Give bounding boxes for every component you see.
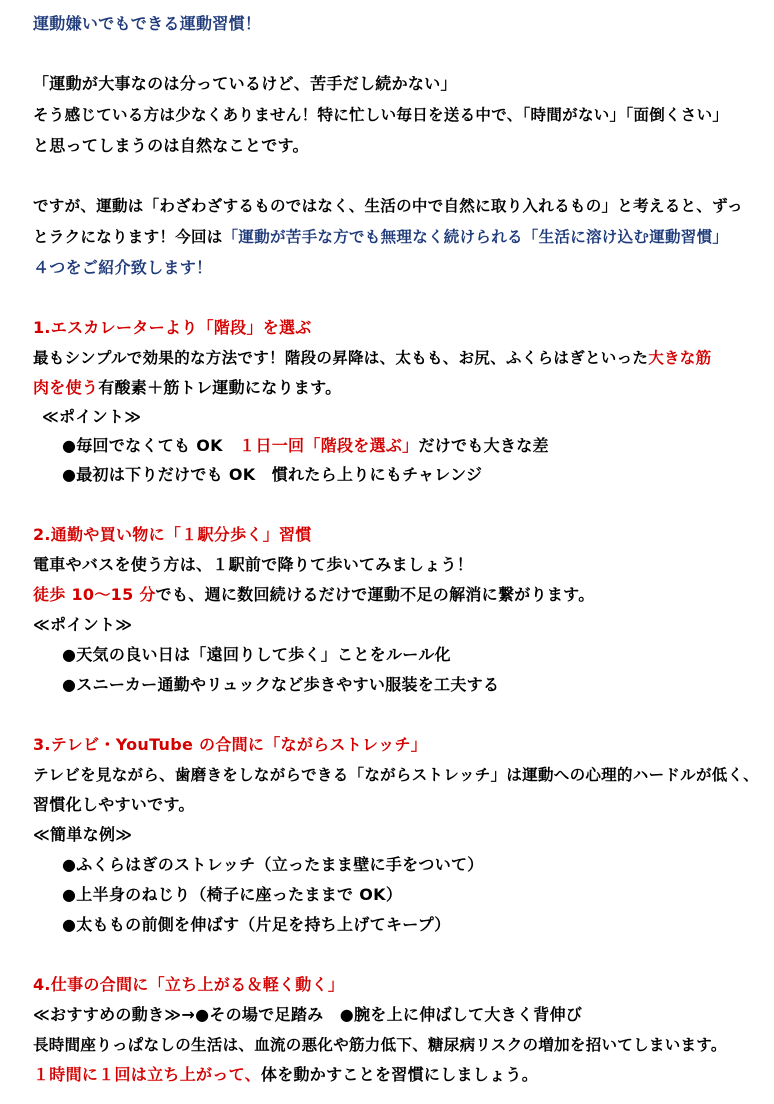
section-3-heading: 3.テレビ・YouTube の合間に「ながらストレッチ」 [33,735,428,754]
intro-line-4: ですが、運動は「わざわざするものではなく、生活の中で自然に取り入れるもの」と考えると、ずっ [33,197,743,215]
section-2-body-1: 電車やバスを使う方は、１駅前で降りて歩いてみましょう！ [33,555,474,574]
s1-bullet-1-highlight: １日一回「階段を選ぶ」 [239,436,419,455]
intro-line-5 [33,227,728,247]
s1-bullet-1-start: ●毎回でなくても OK [62,436,240,455]
intro-line-3: と思ってしまうのは自然なことです。 [33,136,309,155]
section-1-body-1 [33,348,711,368]
s1-highlight-1: 大きな筋 [648,349,712,367]
section-2-body-2 [33,585,595,605]
s4-body-3-end: 体を動かすことを習慣にしましょう。 [260,1065,538,1084]
intro-line-2: そう感じている方は少なくありません！特に忙しい毎日を送る中で、「時間がない」「面倒くさい」 [33,106,729,124]
page-title: 運動嫌いでもできる運動習慣！ [33,14,262,33]
section-3-bullet-1: ●ふくらはぎのストレッチ（立ったまま壁に手をついて） [62,855,484,874]
section-3-example-label: ≪簡単な例≫ [33,825,133,844]
section-1-body-2 [33,378,341,398]
s1-highlight-2: 肉を使う [33,378,99,397]
section-1-bullet-1 [62,436,549,456]
intro-line-5-start: とラクになります！今回は [33,228,223,246]
section-3-bullet-3: ●太ももの前側を伸ばす（片足を持ち上げてキープ） [62,915,451,934]
intro-line-6: ４つをご紹介致します！ [33,258,213,277]
s1-body-1-start: 最もシンプルで効果的な方法です！階段の昇降は、太もも、お尻、ふくらはぎといった [33,349,649,367]
section-2-point-label: ≪ポイント≫ [33,615,133,634]
section-1-bullet-2: ●最初は下りだけでも OK 慣れたら上りにもチャレンジ [62,465,483,484]
section-1-point-label: ≪ポイント≫ [42,407,142,426]
section-4-body-2: 長時間座りっぱなしの生活は、血流の悪化や筋力低下、糖尿病リスクの増加を招いてしまいます。 [33,1036,727,1054]
s1-bullet-1-end: だけでも大きな差 [418,436,549,455]
intro-line-1: 「運動が大事なのは分っているけど、苦手だし続かない」 [33,74,457,93]
s2-body-2-end: でも、週に数回続けるだけで運動不足の解消に繋がります。 [155,585,595,604]
section-2-heading: 2.通勤や買い物に「１駅分歩く」習慣 [33,525,312,544]
section-4-heading: 4.仕事の合間に「立ち上がる＆軽く動く」 [33,975,345,994]
section-1-heading: 1.エスカレーターより「階段」を選ぶ [33,318,312,337]
section-4-body-1: ≪おすすめの動き≫→●その場で足踏み ●腕を上に伸ばして大きく背伸び [33,1005,583,1024]
s4-highlight: １時間に１回は立ち上がって、 [33,1065,261,1084]
s2-highlight: 徒歩 10～15 分 [33,585,156,604]
section-4-body-3 [33,1065,538,1085]
intro-highlight: 「運動が苦手な方でも無理なく続けられる「生活に溶け込む運動習慣」 [222,228,729,246]
section-3-body-2: 習慣化しやすいです。 [33,795,195,814]
section-3-bullet-2: ●上半身のねじり（椅子に座ったままで OK） [62,885,403,904]
section-2-bullet-1: ●天気の良い日は「遠回りして歩く」ことをルール化 [62,645,451,664]
section-3-body-1: テレビを見ながら、歯磨きをしながらできる「ながらストレッチ」は運動への心理的ハードルが低く、 [33,766,759,784]
s1-body-2-end: 有酸素＋筋トレ運動になります。 [98,378,342,397]
section-2-bullet-2: ●スニーカー通勤やリュックなど歩きやすい服装を工夫する [62,675,500,694]
